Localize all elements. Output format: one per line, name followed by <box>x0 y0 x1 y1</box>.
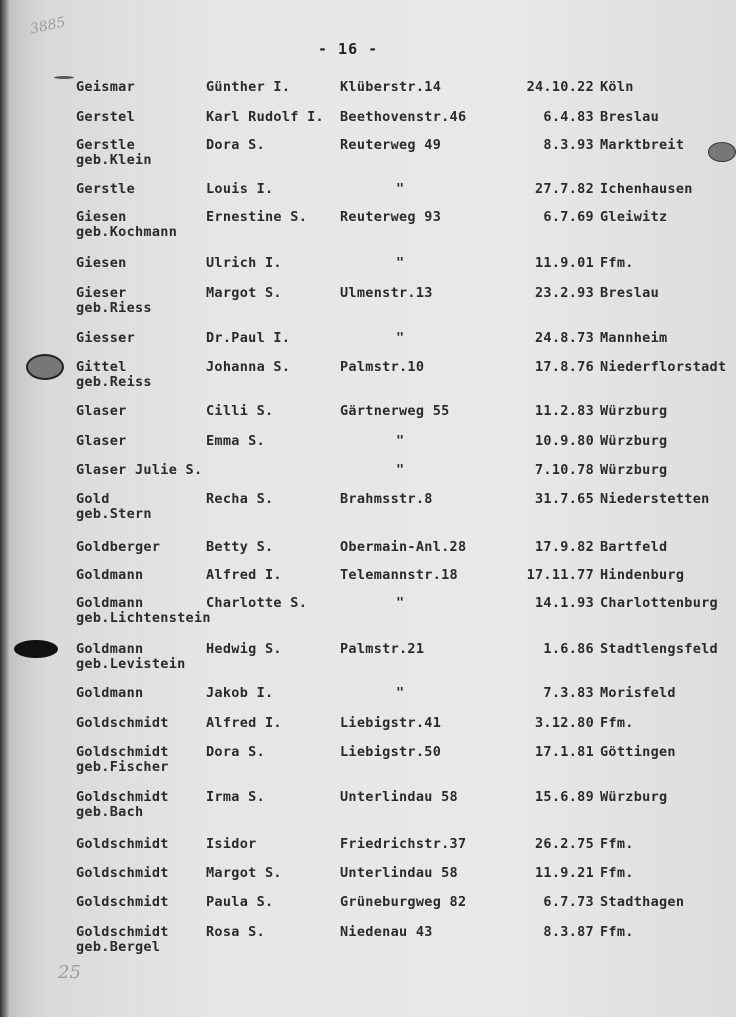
surname: Gerstle <box>76 137 135 153</box>
address: Ulmenstr.13 <box>340 285 433 301</box>
surname-cell <box>76 716 169 731</box>
birth-place: Mannheim <box>600 330 668 346</box>
birth-place: Marktbreit <box>600 137 685 153</box>
birth-place: Würzburg <box>600 433 668 449</box>
address: Grüneburgweg 82 <box>340 894 467 910</box>
birth-date: 24.10.22 <box>526 79 594 95</box>
surname-cell <box>76 80 135 95</box>
surname: Gittel <box>76 359 127 375</box>
ink-speck <box>54 76 74 79</box>
given-name: Emma S. <box>206 433 265 449</box>
surname-cell <box>76 895 169 910</box>
birth-date: 8.3.87 <box>543 924 594 940</box>
birth-place: Gleiwitz <box>600 209 668 225</box>
surname-cell <box>76 686 143 701</box>
birth-date: 10.9.80 <box>535 433 594 449</box>
birth-place: Köln <box>600 79 634 95</box>
birth-place: Stadthagen <box>600 894 685 910</box>
address: " <box>396 330 405 346</box>
birth-date: 3.12.80 <box>535 715 594 731</box>
birth-date: 15.6.89 <box>535 789 594 805</box>
maiden-name: geb.Levistein <box>76 656 186 672</box>
birth-date: 14.1.93 <box>535 595 594 611</box>
birth-place: Charlottenburg <box>600 595 718 611</box>
birth-date: 27.7.82 <box>535 181 594 197</box>
surname-cell <box>76 434 127 449</box>
maiden-name: geb.Riess <box>76 300 152 316</box>
maiden-name: geb.Fischer <box>76 759 169 775</box>
given-name: Ernestine S. <box>206 209 308 225</box>
surname-cell <box>76 331 135 346</box>
surname: Goldschmidt <box>76 924 169 940</box>
surname: Goldschmidt <box>76 865 169 881</box>
surname: Goldmann <box>76 567 144 583</box>
birth-place: Breslau <box>600 109 659 125</box>
register-row <box>0 925 736 965</box>
birth-place: Ffm. <box>600 715 634 731</box>
surname-cell <box>76 596 211 626</box>
birth-place: Würzburg <box>600 789 668 805</box>
surname: Goldmann <box>76 685 144 701</box>
surname: Gerstle <box>76 181 135 197</box>
birth-date: 6.4.83 <box>543 109 594 125</box>
birth-date: 8.3.93 <box>543 137 594 153</box>
maiden-name: geb.Klein <box>76 152 152 168</box>
register-row <box>0 745 736 785</box>
surname-cell <box>76 210 177 240</box>
surname-cell <box>76 642 186 672</box>
given-name: Margot S. <box>206 285 282 301</box>
surname-cell <box>76 837 169 852</box>
birth-place: Ichenhausen <box>600 181 693 197</box>
birth-place: Niederflorstadt <box>600 359 727 375</box>
surname-cell <box>76 568 143 583</box>
page-number: - 16 - <box>318 40 379 58</box>
surname: Glaser <box>76 433 127 449</box>
surname-cell <box>76 286 152 316</box>
surname: Goldschmidt <box>76 789 169 805</box>
given-name: Alfred I. <box>206 567 282 583</box>
address: Gärtnerweg 55 <box>340 403 450 419</box>
address: " <box>396 181 405 197</box>
address: " <box>396 685 405 701</box>
given-name: Isidor <box>206 836 257 852</box>
address: Unterlindau 58 <box>340 865 458 881</box>
given-name: Alfred I. <box>206 715 282 731</box>
birth-place: Breslau <box>600 285 659 301</box>
given-name: Charlotte S. <box>206 595 308 611</box>
birth-date: 11.9.21 <box>535 865 594 881</box>
given-name: Rosa S. <box>206 924 265 940</box>
address: Niedenau 43 <box>340 924 433 940</box>
maiden-name: geb.Reiss <box>76 374 152 390</box>
surname: Gerstel <box>76 109 135 125</box>
given-name: Betty S. <box>206 539 274 555</box>
birth-date: 17.11.77 <box>526 567 594 583</box>
given-name: Günther I. <box>206 79 291 95</box>
surname-cell <box>76 492 152 522</box>
surname-cell <box>76 866 169 881</box>
surname: Goldschmidt <box>76 836 169 852</box>
given-name: Johanna S. <box>206 359 291 375</box>
register-row <box>0 138 736 178</box>
given-name: Dora S. <box>206 137 265 153</box>
birth-date: 17.1.81 <box>535 744 594 760</box>
birth-date: 7.3.83 <box>543 685 594 701</box>
maiden-name: geb.Stern <box>76 506 152 522</box>
address: " <box>396 433 405 449</box>
surname-cell <box>76 256 127 271</box>
birth-place: Würzburg <box>600 403 668 419</box>
birth-place: Ffm. <box>600 865 634 881</box>
register-row <box>0 360 736 400</box>
maiden-name: geb.Lichtenstein <box>76 610 211 626</box>
surname: Giesen <box>76 209 127 225</box>
address: Unterlindau 58 <box>340 789 458 805</box>
birth-place: Bartfeld <box>600 539 668 555</box>
address: Liebigstr.50 <box>340 744 442 760</box>
address: Brahmsstr.8 <box>340 491 433 507</box>
given-name: Cilli S. <box>206 403 274 419</box>
surname: Glaser <box>76 403 127 419</box>
register-row <box>0 642 736 682</box>
surname: Goldschmidt <box>76 894 169 910</box>
given-name: Irma S. <box>206 789 265 805</box>
birth-place: Würzburg <box>600 462 668 478</box>
address: " <box>396 462 405 478</box>
surname: Goldschmidt <box>76 744 169 760</box>
surname: Glaser Julie S. <box>76 462 203 478</box>
birth-place: Morisfeld <box>600 685 676 701</box>
given-name: Ulrich I. <box>206 255 282 271</box>
birth-date: 11.2.83 <box>535 403 594 419</box>
surname: Goldmann <box>76 641 144 657</box>
maiden-name: geb.Bach <box>76 804 144 820</box>
given-name: Hedwig S. <box>206 641 282 657</box>
address: Beethovenstr.46 <box>340 109 467 125</box>
surname: Goldmann <box>76 595 144 611</box>
birth-place: Ffm. <box>600 924 634 940</box>
given-name: Karl Rudolf I. <box>206 109 324 125</box>
register-row <box>0 790 736 830</box>
maiden-name: geb.Bergel <box>76 939 161 955</box>
address: " <box>396 595 405 611</box>
birth-date: 7.10.78 <box>535 462 594 478</box>
register-row <box>0 596 736 636</box>
birth-place: Stadtlengsfeld <box>600 641 718 657</box>
address: Liebigstr.41 <box>340 715 442 731</box>
register-row <box>0 286 736 326</box>
given-name: Paula S. <box>206 894 274 910</box>
birth-date: 1.6.86 <box>543 641 594 657</box>
surname-cell <box>76 463 202 478</box>
given-name: Margot S. <box>206 865 282 881</box>
address: Klüberstr.14 <box>340 79 442 95</box>
birth-place: Hindenburg <box>600 567 685 583</box>
surname-cell <box>76 745 169 775</box>
birth-place: Ffm. <box>600 836 634 852</box>
register-row <box>0 492 736 532</box>
given-name: Dr.Paul I. <box>206 330 291 346</box>
address: Palmstr.21 <box>340 641 425 657</box>
birth-date: 23.2.93 <box>535 285 594 301</box>
birth-date: 24.8.73 <box>535 330 594 346</box>
surname: Giesser <box>76 330 135 346</box>
address: " <box>396 255 405 271</box>
birth-date: 31.7.65 <box>535 491 594 507</box>
surname: Geismar <box>76 79 135 95</box>
surname-cell <box>76 540 160 555</box>
birth-date: 11.9.01 <box>535 255 594 271</box>
birth-date: 26.2.75 <box>535 836 594 852</box>
birth-place: Ffm. <box>600 255 634 271</box>
surname: Gold <box>76 491 110 507</box>
address: Palmstr.10 <box>340 359 425 375</box>
margin-note-top: 3885 <box>28 14 67 38</box>
surname-cell <box>76 790 169 820</box>
given-name: Recha S. <box>206 491 274 507</box>
birth-date: 6.7.69 <box>543 209 594 225</box>
address: Friedrichstr.37 <box>340 836 467 852</box>
address: Telemannstr.18 <box>340 567 458 583</box>
maiden-name: geb.Kochmann <box>76 224 178 240</box>
given-name: Louis I. <box>206 181 274 197</box>
surname-cell <box>76 110 135 125</box>
birth-date: 6.7.73 <box>543 894 594 910</box>
surname: Giesen <box>76 255 127 271</box>
birth-date: 17.8.76 <box>535 359 594 375</box>
surname: Goldschmidt <box>76 715 169 731</box>
margin-note-bottom: 25 <box>58 962 81 983</box>
surname-cell <box>76 182 135 197</box>
surname-cell <box>76 404 127 419</box>
surname: Goldberger <box>76 539 161 555</box>
surname-cell <box>76 925 169 955</box>
surname: Gieser <box>76 285 127 301</box>
birth-place: Niederstetten <box>600 491 710 507</box>
given-name: Jakob I. <box>206 685 274 701</box>
register-row <box>0 210 736 250</box>
surname-cell <box>76 138 152 168</box>
given-name: Dora S. <box>206 744 265 760</box>
address: Reuterweg 49 <box>340 137 442 153</box>
surname-cell <box>76 360 152 390</box>
birth-date: 17.9.82 <box>535 539 594 555</box>
birth-place: Göttingen <box>600 744 676 760</box>
address: Obermain-Anl.28 <box>340 539 467 555</box>
address: Reuterweg 93 <box>340 209 442 225</box>
